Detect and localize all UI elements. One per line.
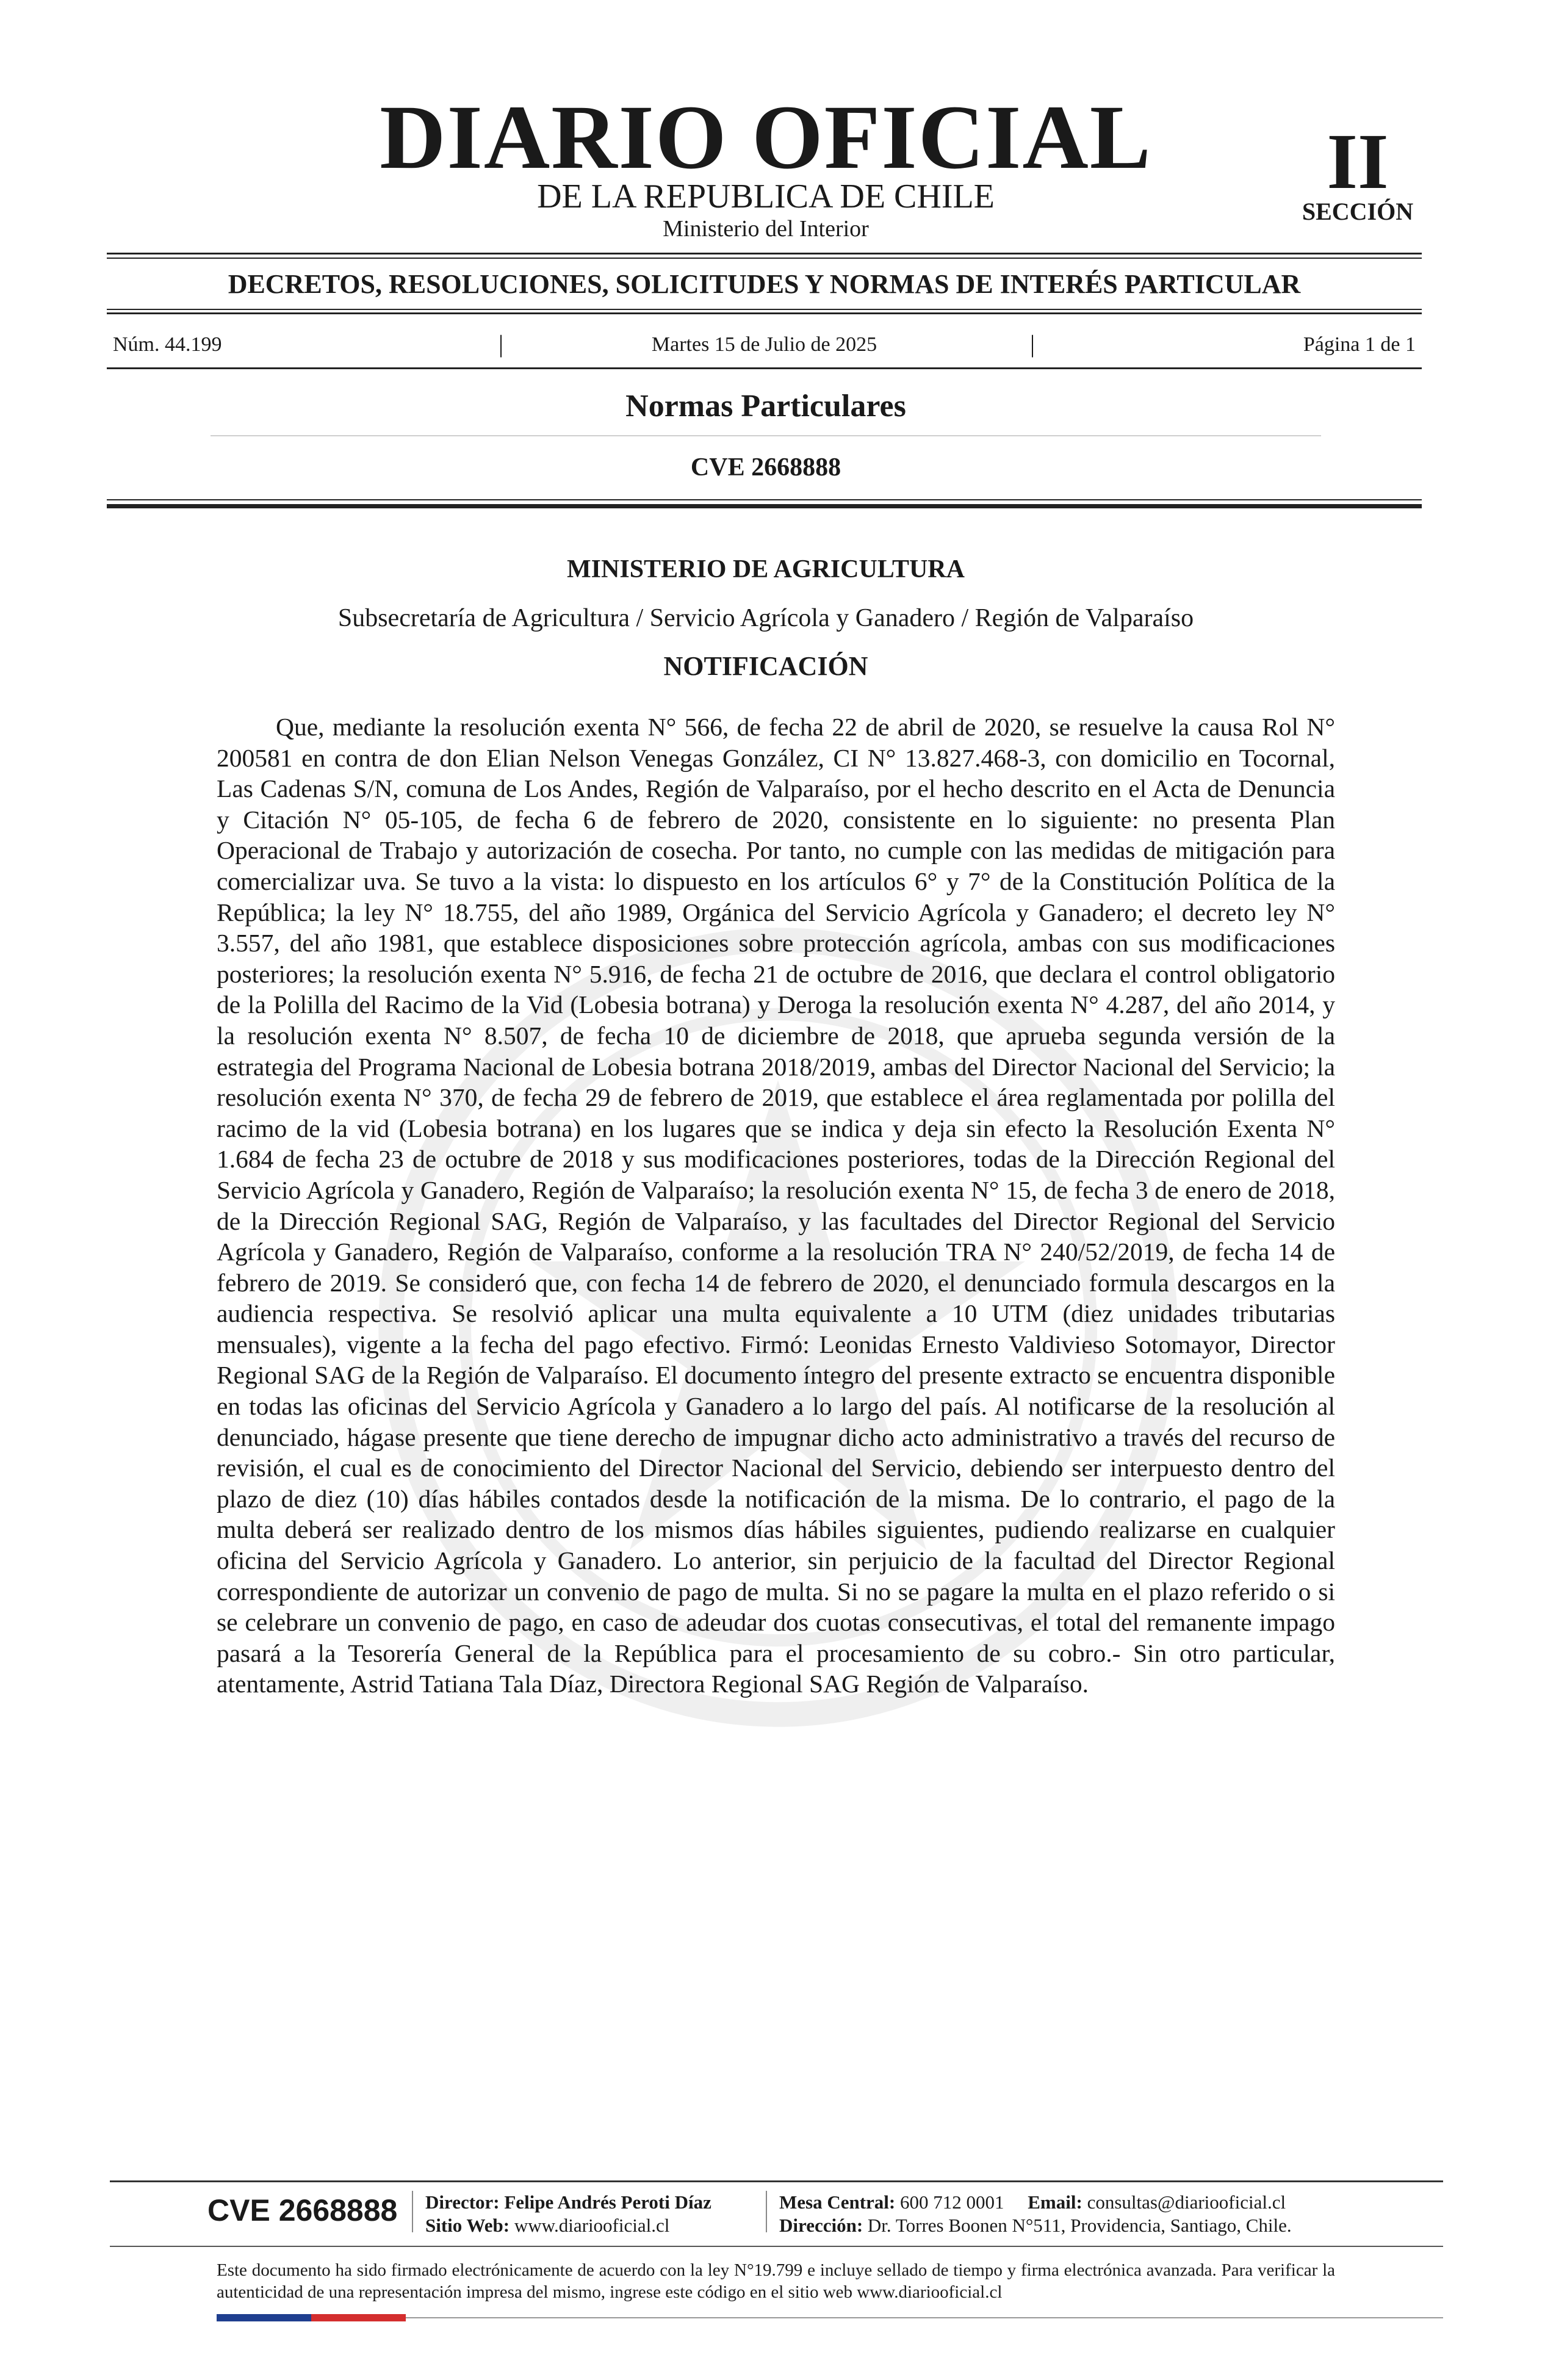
footer-director-block	[425, 2191, 711, 2237]
flag-red-stripe	[311, 2314, 406, 2321]
issue-date: Martes 15 de Julio de 2025	[651, 333, 877, 356]
section-label: SECCIÓN	[1302, 198, 1414, 225]
address-value: Dr. Torres Boonen N°511, Providencia, Santiago, Chile.	[867, 2215, 1292, 2236]
banner-rule-top	[107, 309, 1422, 310]
page-count: Página 1 de 1	[1303, 333, 1416, 356]
header-end-rule-thick	[107, 504, 1422, 508]
cve-code: CVE 2668888	[690, 453, 841, 481]
email-label: Email:	[1028, 2191, 1082, 2213]
masthead-rule-bottom	[107, 258, 1422, 259]
address-label: Dirección:	[779, 2215, 863, 2236]
banner-rule-bottom	[107, 312, 1422, 314]
section-title: Normas Particulares	[625, 389, 906, 424]
footer-divider	[766, 2191, 767, 2232]
title-divider	[211, 435, 1321, 436]
subsecretaria-line: Subsecretaría de Agricultura / Servicio Agrícola y Ganadero / Región de Valparaíso	[337, 604, 1194, 632]
notice-title: NOTIFICACIÓN	[663, 651, 868, 681]
footer-rule	[110, 2180, 1443, 2182]
masthead-rule-top	[107, 253, 1422, 254]
info-separator: |	[1030, 330, 1036, 358]
footer-rule-bottom	[406, 2317, 1443, 2318]
ministry-heading: MINISTERIO DE AGRICULTURA	[567, 555, 965, 583]
section-number: II	[1327, 118, 1389, 206]
footer-rule-lower	[110, 2246, 1443, 2247]
issue-number: Núm. 44.199	[113, 333, 222, 356]
infobar-rule	[107, 367, 1422, 369]
website-link[interactable]: www.diariooficial.cl	[514, 2215, 670, 2236]
email-link[interactable]: consultas@diariooficial.cl	[1087, 2191, 1286, 2213]
header-end-rule-thin	[107, 499, 1422, 500]
website-label: Sitio Web:	[425, 2215, 510, 2236]
notice-body: Que, mediante la resolución exenta N° 566, de fecha 22 de abril de 2020, se resuelve la causa Rol N° 200581 en contra de don Elian Nelson Venegas González, CI N° 13.827.468-3, con domicilio en Tocornal, Las Cadenas S/N, comuna de Los Andes, Región de Valparaíso, por el hecho descrito en el Acta de Denuncia y Citación N° 05-105, de fecha 6 de febrero de 2020, consistente en lo siguiente: no presenta Plan Operacional de Trabajo y autorización de cosecha. Por tanto, no cumple con las medidas de mitigación para comercializar uva. Se tuvo a la vista: lo dispuesto en los artículos 6° y 7° de la Constitución Política de la República; la ley N° 18.755, del año 1989, Orgánica del Servicio Agrícola y Ganadero; el decreto ley N° 3.557, del año 1981, que establece disposiciones sobre protección agrícola, ambas con sus modificaciones posteriores; la resolución exenta N° 5.916, de fecha 21 de octubre de 2016, que declara el control obligatorio de la Polilla del Racimo de la Vid (Lobesia botrana) y Deroga la resolución exenta N° 4.287, del año 2014, y la resolución exenta N° 8.507, de fecha 10 de diciembre de 2018, que aprueba segunda versión de la estrategia del Programa Nacional de Lobesia botrana 2018/2019, ambas del Director Nacional del Servicio; la resolución exenta N° 370, de fecha 29 de febrero de 2019, que establece el área reglamentada por polilla del racimo de la vid (Lobesia botrana) en los lugares que se indica y deja sin efecto la Resolución Exenta N° 1.684 de fecha 23 de octubre de 2018 y sus modificaciones posteriores, todas de la Dirección Regional del Servicio Agrícola y Ganadero, Región de Valparaíso; la resolución exenta N° 15, de fecha 3 de enero de 2018, de la Dirección Regional SAG, Región de Valparaíso, y las facultades del Director Regional del Servicio Agrícola y Ganadero, Región de Valparaíso, conforme a la resolución TRA N° 240/52/2019, de fecha 14 de febrero de 2019. Se consideró que, con fecha 14 de febrero de 2020, el denunciado formula descargos en la audiencia respectiva. Se resolvió aplicar una multa equivalente a 10 UTM (diez unidades tributarias mensuales), vigente a la fecha del pago efectivo. Firmó: Leonidas Ernesto Valdivieso Sotomayor, Director Regional SAG de la Región de Valparaíso. El documento íntegro del presente extracto se encuentra disponible en todas las oficinas del Servicio Agrícola y Ganadero a lo largo del país. Al notificarse de la resolución al denunciado, hágase presente que tiene derecho de impugnar dicho acto administrativo a través del recurso de revisión, el cual es de conocimiento del Director Nacional del Servicio, debiendo ser interpuesto dentro del plazo de diez (10) días hábiles contados desde la notificación de la misma. De lo contrario, el pago de la multa deberá ser realizado dentro de los mismos días hábiles siguientes, pudiendo realizarse en cualquier oficina del Servicio Agrícola y Ganadero. Lo anterior, sin perjuicio de la facultad del Director Regional correspondiente de autorizar un convenio de pago de multa. Si no se pagare la multa en el plazo referido o si se celebrare un convenio de pago, en caso de adeudar dos cuotas consecutivas, el total del remanente impago pasará a la Tesorería General de la República para el procesamiento de su cobro.- Sin otro particular, atentamente, Astrid Tatiana Tala Díaz, Directora Regional SAG Región de Valparaíso.	[217, 713, 1335, 1698]
masthead-title: DIARIO OFICIAL	[380, 87, 1152, 188]
footer-verification-note: Este documento ha sido firmado electrónicamente de acuerdo con la ley N°19.799 e incluye sellado de tiempo y firma electrónica avanzada. Para verificar la autenticidad de una representación impresa del mismo, ingrese este código en el sitio web www.diariooficial.cl	[217, 2260, 1335, 2302]
phone-number: 600 712 0001	[900, 2191, 1004, 2213]
director-label: Director:	[425, 2191, 500, 2213]
footer-divider	[412, 2191, 413, 2232]
phone-label: Mesa Central:	[779, 2191, 896, 2213]
flag-blue-stripe	[217, 2314, 311, 2321]
info-separator: |	[499, 330, 504, 358]
chile-flag-stripe	[217, 2314, 406, 2321]
masthead-subtitle: DE LA REPUBLICA DE CHILE	[537, 178, 995, 215]
director-name: Felipe Andrés Peroti Díaz	[504, 2191, 711, 2213]
footer-contact-block	[779, 2191, 1292, 2237]
section-banner: DECRETOS, RESOLUCIONES, SOLICITUDES Y NORMAS DE INTERÉS PARTICULAR	[228, 269, 1301, 299]
masthead-ministry: Ministerio del Interior	[663, 216, 869, 242]
footer-cve-code: CVE 2668888	[207, 2193, 398, 2227]
